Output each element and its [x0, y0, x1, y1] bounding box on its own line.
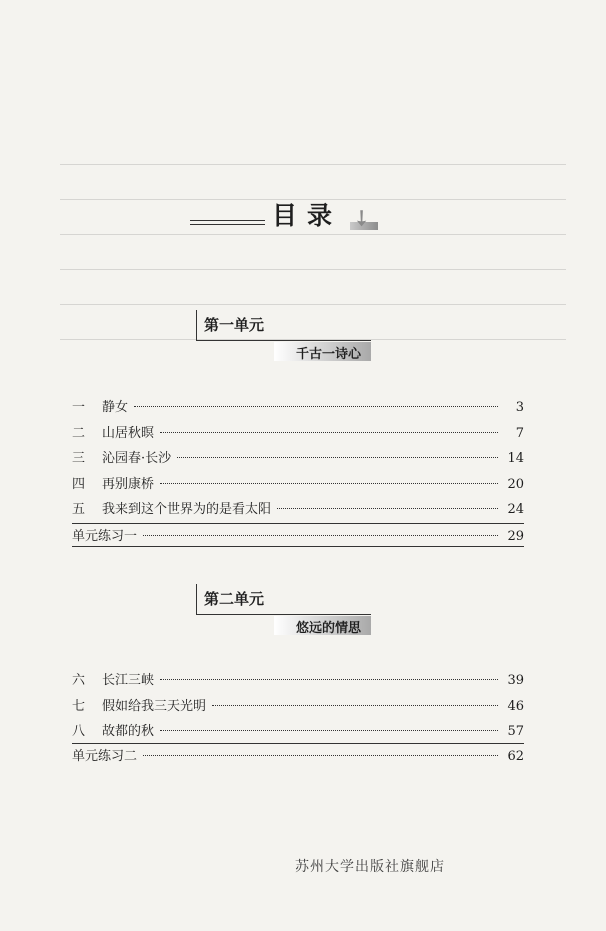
toc-entry[interactable]	[72, 720, 524, 746]
leader-dots	[160, 679, 498, 680]
unit-subtitle: 千古一诗心	[295, 347, 361, 362]
entry-page: 46	[507, 698, 524, 714]
toc-entry[interactable]	[72, 422, 524, 448]
entry-number: 七	[72, 698, 86, 714]
entry-title: 假如给我三天光明	[102, 698, 207, 714]
unit-header-2	[196, 584, 371, 636]
toc-entry[interactable]	[72, 669, 524, 695]
watermark: 苏州大学出版社旗舰店	[295, 859, 445, 875]
leader-dots	[212, 705, 498, 706]
unit-subtitle: 悠远的情思	[295, 621, 361, 636]
entry-title: 山居秋暝	[102, 425, 155, 441]
divider	[72, 743, 524, 744]
divider	[72, 523, 524, 524]
entry-title: 故都的秋	[102, 724, 155, 739]
toc-entry[interactable]	[72, 473, 524, 499]
entry-title: 静女	[102, 400, 129, 415]
entry-page: 3	[515, 400, 524, 415]
unit-bracket	[196, 614, 371, 615]
entry-page: 57	[507, 724, 524, 739]
entry-number: 八	[72, 724, 86, 739]
unit-subtitle-box	[274, 616, 371, 635]
toc-list-unit-2-exercise	[72, 745, 524, 771]
entry-page: 39	[507, 673, 524, 688]
entry-number: 六	[72, 673, 86, 688]
toc-list-unit-1	[72, 396, 524, 524]
toc-entry[interactable]	[72, 498, 524, 524]
arrow-icon: ➘	[345, 203, 377, 234]
divider	[72, 546, 524, 547]
entry-title: 沁园春·长沙	[102, 451, 172, 466]
toc-heading	[190, 196, 390, 236]
entry-number: 二	[72, 425, 86, 441]
heading-rule	[190, 224, 265, 225]
leader-dots	[277, 508, 498, 509]
entry-title: 单元练习二	[72, 749, 138, 764]
unit-bracket	[196, 310, 197, 340]
entry-title: 我来到这个世界为的是看太阳	[102, 502, 272, 517]
toc-entry[interactable]	[72, 745, 524, 771]
entry-number: 四	[72, 476, 86, 492]
heading-rule	[190, 220, 265, 221]
entry-page: 29	[507, 529, 524, 544]
leader-dots	[160, 483, 498, 484]
entry-number: 一	[72, 400, 86, 415]
unit-bracket	[196, 340, 371, 341]
entry-page: 24	[507, 502, 524, 517]
toc-entry[interactable]	[72, 695, 524, 721]
entry-page: 7	[515, 425, 524, 441]
entry-number: 五	[72, 502, 86, 517]
toc-list-unit-2	[72, 669, 524, 746]
entry-title: 再别康桥	[102, 476, 155, 492]
leader-dots	[143, 755, 498, 756]
unit-subtitle-box	[274, 342, 371, 361]
entry-page: 62	[507, 749, 524, 764]
entry-title: 长江三峡	[102, 673, 155, 688]
unit-label: 第一单元	[204, 316, 265, 334]
entry-title: 单元练习一	[72, 529, 138, 544]
page-title: 目录	[272, 201, 343, 230]
toc-entry[interactable]	[72, 396, 524, 422]
unit-label: 第二单元	[204, 590, 265, 608]
entry-number: 三	[72, 451, 86, 466]
toc-entry[interactable]	[72, 447, 524, 473]
entry-page: 14	[507, 451, 524, 466]
leader-dots	[160, 432, 498, 433]
leader-dots	[177, 457, 498, 458]
leader-dots	[143, 535, 498, 536]
unit-bracket	[196, 584, 197, 614]
leader-dots	[134, 406, 498, 407]
leader-dots	[160, 730, 498, 731]
unit-header-1	[196, 310, 371, 362]
entry-page: 20	[507, 476, 524, 492]
